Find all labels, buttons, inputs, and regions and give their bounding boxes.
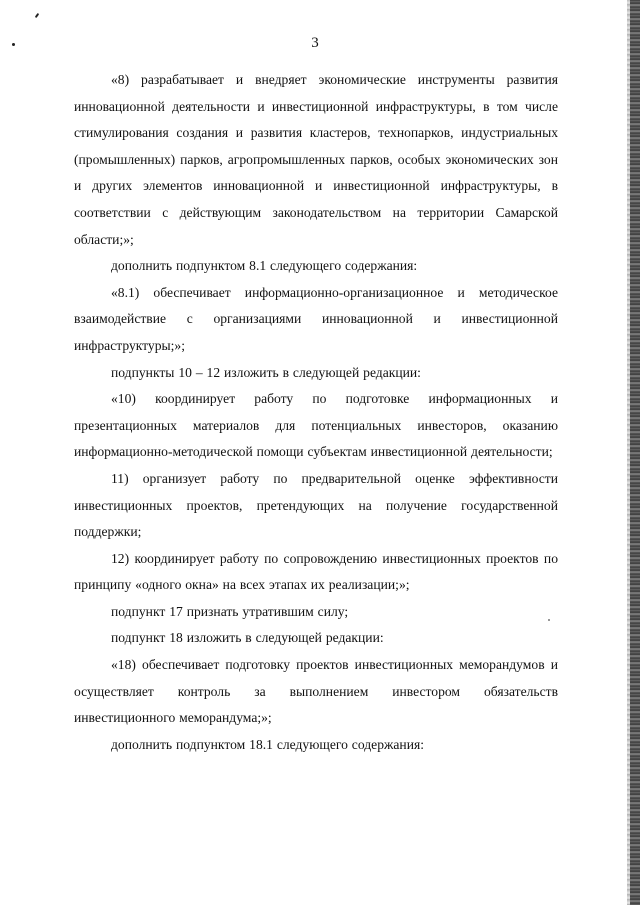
paragraph-add-8-1: дополнить подпунктом 8.1 следующего содержания: <box>111 258 418 274</box>
paragraph-subitem-11: 11) организует работу по предварительной оценке эффективности инвестиционных проектов, претендующих на получение государственной поддержки; <box>74 470 558 540</box>
paragraph-add-18-1: дополнить подпунктом 18.1 следующего содержания: <box>111 736 424 752</box>
paragraph-subitem-17: подпункт 17 признать утратившим силу; <box>111 603 349 619</box>
scan-speck <box>35 13 40 18</box>
paragraph-subitem-10: «10) координирует работу по подготовке информационных и презентационных материалов для потенциальных инвесторов, оказанию информационно-методической помощи субъектам инвестиционной деятельности; <box>74 391 558 460</box>
paragraph-subitem-8-1: «8.1) обеспечивает информационно-организационное и методическое взаимодействие с организациями инновационной и инвестиционной инфраструктуры;»; <box>74 284 558 353</box>
paragraph-subitem-18-intro: подпункт 18 изложить в следующей редакции: <box>111 630 384 646</box>
document-body <box>74 67 558 758</box>
scan-speck <box>12 43 15 46</box>
scan-border <box>630 0 640 905</box>
paragraph-subitem-8: «8) разрабатывает и внедряет экономические инструменты развития инновационной деятельности и инвестиционной инфраструктуры, в том числе стимулирования создания и развития кластеров, технопарков, индустриальных (промышленных) парков, агропромышленных парков, особых экономических зон и других элементов инновационной и инвестиционной инфраструктуры, в соответствии с действующим законодательством на территории Самарской области;»; <box>74 72 558 247</box>
paragraph-subitem-12: 12) координирует работу по сопровождению инвестиционных проектов по принципу «одного окна» на всех этапах их реализации;»; <box>74 550 558 593</box>
page-number: 3 <box>311 35 319 51</box>
paragraph-subitem-18: «18) обеспечивает подготовку проектов инвестиционных меморандумов и осуществляет контроль за выполнением инвестором обязательств инвестиционного меморандума;»; <box>74 657 558 726</box>
paragraph-subitems-10-12-intro: подпункты 10 – 12 изложить в следующей редакции: <box>111 364 421 380</box>
